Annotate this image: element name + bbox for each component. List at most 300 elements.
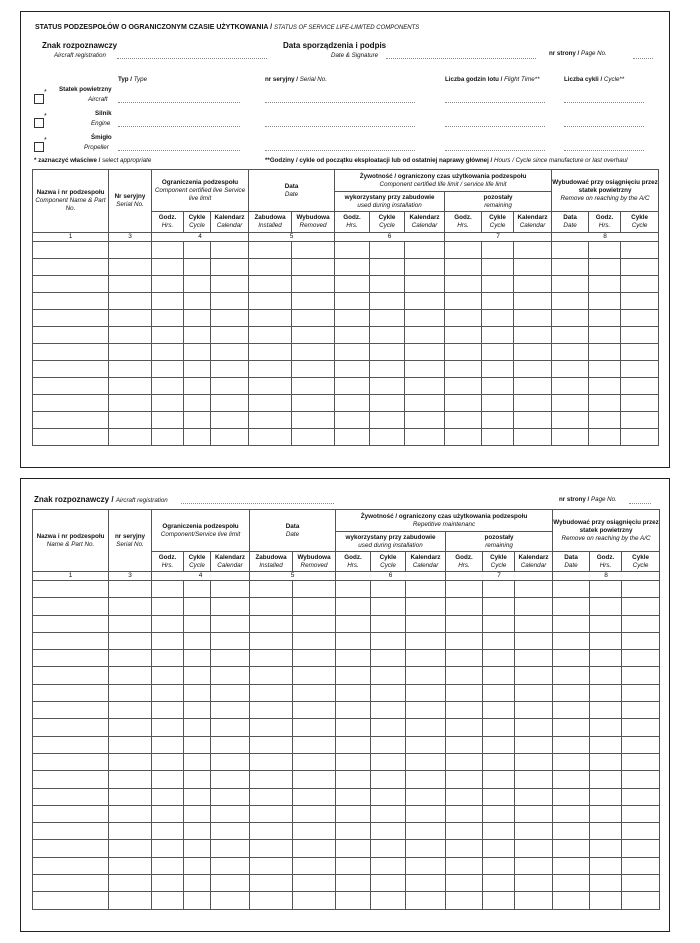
table-cell[interactable] [184,598,211,615]
table-cell[interactable] [249,344,292,361]
table-cell[interactable] [211,684,250,701]
table-cell[interactable] [622,650,660,667]
table-cell[interactable] [211,293,249,310]
table-cell[interactable] [483,788,515,805]
table-cell[interactable] [371,650,406,667]
table-cell[interactable] [109,242,152,259]
table-cell[interactable] [293,632,336,649]
table-cell[interactable] [553,805,590,822]
table-cell[interactable] [482,310,514,327]
table-cell[interactable] [553,650,590,667]
table-cell[interactable] [211,736,250,753]
table-cell[interactable] [553,667,590,684]
table-cell[interactable] [292,412,335,429]
table-cell[interactable] [336,598,371,615]
table-cell[interactable] [553,857,590,874]
table-cell[interactable] [446,702,483,719]
page-no-field-2[interactable] [629,503,651,504]
table-cell[interactable] [622,823,660,840]
table-cell[interactable] [514,361,552,378]
table-cell[interactable] [483,702,515,719]
table-cell[interactable] [335,412,370,429]
table-cell[interactable] [211,581,250,598]
table-cell[interactable] [335,361,370,378]
table-cell[interactable] [515,650,553,667]
aircraft-checkbox[interactable] [34,94,44,104]
table-cell[interactable] [33,702,109,719]
table-cell[interactable] [553,632,590,649]
table-cell[interactable] [371,857,406,874]
table-cell[interactable] [152,771,184,788]
table-cell[interactable] [445,242,482,259]
table-cell[interactable] [250,823,293,840]
table-cell[interactable] [152,823,184,840]
table-cell[interactable] [250,632,293,649]
table-cell[interactable] [249,395,292,412]
table-cell[interactable] [109,684,152,701]
table-cell[interactable] [152,788,184,805]
table-cell[interactable] [552,259,589,276]
table-cell[interactable] [446,857,483,874]
table-cell[interactable] [152,753,184,770]
table-cell[interactable] [293,875,336,892]
table-cell[interactable] [33,805,109,822]
table-cell[interactable] [293,598,336,615]
table-cell[interactable] [483,650,515,667]
table-cell[interactable] [371,823,406,840]
table-cell[interactable] [514,378,552,395]
table-cell[interactable] [184,293,211,310]
table-cell[interactable] [406,875,446,892]
table-cell[interactable] [33,667,109,684]
table-cell[interactable] [622,667,660,684]
table-cell[interactable] [211,771,250,788]
table-cell[interactable] [33,632,109,649]
table-cell[interactable] [405,310,445,327]
table-cell[interactable] [483,857,515,874]
table-cell[interactable] [370,429,405,446]
table-cell[interactable] [371,684,406,701]
table-cell[interactable] [152,412,184,429]
table-cell[interactable] [250,702,293,719]
table-cell[interactable] [33,892,109,909]
table-cell[interactable] [405,276,445,293]
table-cell[interactable] [184,276,211,293]
table-cell[interactable] [446,667,483,684]
table-cell[interactable] [249,276,292,293]
table-cell[interactable] [184,310,211,327]
table-cell[interactable] [370,310,405,327]
table-cell[interactable] [250,771,293,788]
table-cell[interactable] [152,719,184,736]
table-cell[interactable] [406,581,446,598]
table-cell[interactable] [552,327,589,344]
table-cell[interactable] [406,684,446,701]
table-cell[interactable] [590,632,622,649]
table-cell[interactable] [553,719,590,736]
table-cell[interactable] [33,650,109,667]
table-cell[interactable] [335,378,370,395]
table-cell[interactable] [293,771,336,788]
table-cell[interactable] [370,412,405,429]
table-cell[interactable] [371,788,406,805]
table-cell[interactable] [152,650,184,667]
table-cell[interactable] [406,857,446,874]
table-cell[interactable] [621,344,659,361]
table-cell[interactable] [552,276,589,293]
table-cell[interactable] [370,361,405,378]
table-cell[interactable] [292,276,335,293]
date-sign-field[interactable] [386,58,536,59]
table-cell[interactable] [446,581,483,598]
aircraft-type-field[interactable] [118,102,240,103]
table-cell[interactable] [590,805,622,822]
table-cell[interactable] [446,615,483,632]
table-cell[interactable] [33,242,109,259]
table-cell[interactable] [483,753,515,770]
table-cell[interactable] [446,805,483,822]
table-cell[interactable] [622,736,660,753]
table-cell[interactable] [553,788,590,805]
table-cell[interactable] [293,805,336,822]
table-cell[interactable] [371,615,406,632]
table-cell[interactable] [211,327,249,344]
table-cell[interactable] [33,615,109,632]
table-cell[interactable] [482,242,514,259]
table-cell[interactable] [514,327,552,344]
table-cell[interactable] [482,361,514,378]
table-cell[interactable] [184,378,211,395]
table-cell[interactable] [446,892,483,909]
table-cell[interactable] [109,344,152,361]
table-cell[interactable] [184,615,211,632]
table-cell[interactable] [152,581,184,598]
table-cell[interactable] [109,429,152,446]
table-cell[interactable] [622,771,660,788]
table-cell[interactable] [250,650,293,667]
table-cell[interactable] [553,684,590,701]
table-cell[interactable] [589,412,621,429]
table-cell[interactable] [249,327,292,344]
table-cell[interactable] [446,788,483,805]
table-cell[interactable] [445,344,482,361]
table-cell[interactable] [109,667,152,684]
table-cell[interactable] [211,823,250,840]
table-cell[interactable] [336,805,371,822]
table-cell[interactable] [553,581,590,598]
table-cell[interactable] [406,771,446,788]
table-cell[interactable] [482,412,514,429]
table-cell[interactable] [152,840,184,857]
table-cell[interactable] [590,702,622,719]
table-cell[interactable] [621,395,659,412]
table-cell[interactable] [621,327,659,344]
table-cell[interactable] [293,581,336,598]
aircraft-cycle-field[interactable] [564,102,644,103]
table-cell[interactable] [211,857,250,874]
table-cell[interactable] [622,840,660,857]
table-cell[interactable] [250,615,293,632]
table-cell[interactable] [406,788,446,805]
table-cell[interactable] [482,429,514,446]
table-cell[interactable] [589,242,621,259]
table-cell[interactable] [250,598,293,615]
table-cell[interactable] [483,892,515,909]
aircraft-serial-field[interactable] [265,102,415,103]
table-cell[interactable] [250,805,293,822]
table-cell[interactable] [514,276,552,293]
table-cell[interactable] [589,259,621,276]
table-cell[interactable] [552,361,589,378]
table-cell[interactable] [152,378,184,395]
table-cell[interactable] [446,840,483,857]
table-cell[interactable] [335,429,370,446]
table-cell[interactable] [515,702,553,719]
table-cell[interactable] [590,684,622,701]
table-cell[interactable] [622,788,660,805]
table-cell[interactable] [33,753,109,770]
table-cell[interactable] [293,788,336,805]
table-cell[interactable] [33,581,109,598]
table-cell[interactable] [152,632,184,649]
table-cell[interactable] [515,805,553,822]
table-cell[interactable] [515,840,553,857]
table-cell[interactable] [590,823,622,840]
table-cell[interactable] [552,429,589,446]
table-cell[interactable] [33,395,109,412]
table-cell[interactable] [552,293,589,310]
table-cell[interactable] [589,310,621,327]
aircraft-flight-field[interactable] [445,102,545,103]
table-cell[interactable] [446,598,483,615]
table-cell[interactable] [482,276,514,293]
table-cell[interactable] [589,429,621,446]
table-cell[interactable] [336,857,371,874]
engine-serial-field[interactable] [265,126,415,127]
table-cell[interactable] [211,598,250,615]
table-cell[interactable] [211,361,249,378]
table-cell[interactable] [292,242,335,259]
table-cell[interactable] [184,581,211,598]
table-cell[interactable] [406,805,446,822]
table-cell[interactable] [109,771,152,788]
table-cell[interactable] [621,361,659,378]
table-cell[interactable] [152,327,184,344]
table-cell[interactable] [33,598,109,615]
engine-checkbox[interactable] [34,118,44,128]
table-cell[interactable] [621,378,659,395]
table-cell[interactable] [184,412,211,429]
table-cell[interactable] [184,719,211,736]
table-cell[interactable] [483,840,515,857]
table-cell[interactable] [211,875,250,892]
table-cell[interactable] [109,736,152,753]
table-cell[interactable] [553,875,590,892]
table-cell[interactable] [184,327,211,344]
table-cell[interactable] [184,892,211,909]
table-cell[interactable] [250,736,293,753]
table-cell[interactable] [109,395,152,412]
table-cell[interactable] [184,684,211,701]
table-cell[interactable] [370,344,405,361]
table-cell[interactable] [445,276,482,293]
table-cell[interactable] [336,615,371,632]
table-cell[interactable] [446,684,483,701]
table-cell[interactable] [590,753,622,770]
table-cell[interactable] [293,857,336,874]
table-cell[interactable] [553,736,590,753]
table-cell[interactable] [335,344,370,361]
table-cell[interactable] [590,667,622,684]
table-cell[interactable] [152,242,184,259]
table-cell[interactable] [109,632,152,649]
table-cell[interactable] [184,840,211,857]
table-cell[interactable] [482,395,514,412]
table-cell[interactable] [406,702,446,719]
table-cell[interactable] [293,719,336,736]
table-cell[interactable] [184,650,211,667]
table-cell[interactable] [406,598,446,615]
table-cell[interactable] [446,719,483,736]
table-cell[interactable] [184,805,211,822]
table-cell[interactable] [589,395,621,412]
table-cell[interactable] [590,650,622,667]
table-cell[interactable] [184,395,211,412]
table-cell[interactable] [211,702,250,719]
propeller-type-field[interactable] [118,150,240,151]
table-cell[interactable] [292,429,335,446]
table-cell[interactable] [211,310,249,327]
table-cell[interactable] [109,598,152,615]
table-cell[interactable] [109,857,152,874]
table-cell[interactable] [371,581,406,598]
table-cell[interactable] [406,753,446,770]
table-cell[interactable] [152,310,184,327]
table-cell[interactable] [553,753,590,770]
table-cell[interactable] [335,327,370,344]
table-cell[interactable] [152,429,184,446]
table-cell[interactable] [552,310,589,327]
table-cell[interactable] [109,788,152,805]
table-cell[interactable] [184,667,211,684]
table-cell[interactable] [211,892,250,909]
table-cell[interactable] [33,429,109,446]
table-cell[interactable] [335,276,370,293]
table-cell[interactable] [590,581,622,598]
table-cell[interactable] [33,361,109,378]
table-cell[interactable] [109,310,152,327]
table-cell[interactable] [293,753,336,770]
table-cell[interactable] [184,857,211,874]
table-cell[interactable] [446,875,483,892]
table-cell[interactable] [211,395,249,412]
table-cell[interactable] [211,412,249,429]
table-cell[interactable] [515,857,553,874]
table-cell[interactable] [109,412,152,429]
table-cell[interactable] [371,840,406,857]
table-cell[interactable] [621,429,659,446]
table-cell[interactable] [405,327,445,344]
table-cell[interactable] [33,276,109,293]
table-cell[interactable] [250,788,293,805]
table-cell[interactable] [445,310,482,327]
table-cell[interactable] [483,875,515,892]
table-cell[interactable] [336,788,371,805]
reg-field-2[interactable] [181,503,334,504]
table-cell[interactable] [33,736,109,753]
table-cell[interactable] [211,753,250,770]
table-cell[interactable] [482,327,514,344]
table-cell[interactable] [336,840,371,857]
table-cell[interactable] [371,892,406,909]
table-cell[interactable] [109,702,152,719]
table-cell[interactable] [483,581,515,598]
table-cell[interactable] [515,667,553,684]
table-cell[interactable] [590,598,622,615]
table-cell[interactable] [211,650,250,667]
table-cell[interactable] [152,276,184,293]
table-cell[interactable] [553,840,590,857]
table-cell[interactable] [371,805,406,822]
table-cell[interactable] [33,412,109,429]
table-cell[interactable] [515,753,553,770]
table-cell[interactable] [152,875,184,892]
table-cell[interactable] [405,395,445,412]
table-cell[interactable] [405,378,445,395]
table-cell[interactable] [336,823,371,840]
table-cell[interactable] [292,361,335,378]
table-cell[interactable] [515,875,553,892]
table-cell[interactable] [553,823,590,840]
table-cell[interactable] [292,327,335,344]
table-cell[interactable] [590,771,622,788]
table-cell[interactable] [515,615,553,632]
table-cell[interactable] [336,667,371,684]
table-cell[interactable] [33,840,109,857]
table-cell[interactable] [109,823,152,840]
table-cell[interactable] [406,650,446,667]
table-cell[interactable] [336,684,371,701]
table-cell[interactable] [445,361,482,378]
table-cell[interactable] [335,395,370,412]
table-cell[interactable] [211,259,249,276]
table-cell[interactable] [152,598,184,615]
table-cell[interactable] [370,395,405,412]
table-cell[interactable] [250,719,293,736]
table-cell[interactable] [622,857,660,874]
table-cell[interactable] [406,892,446,909]
table-cell[interactable] [33,293,109,310]
table-cell[interactable] [483,632,515,649]
table-cell[interactable] [109,805,152,822]
table-cell[interactable] [622,581,660,598]
table-cell[interactable] [552,378,589,395]
table-cell[interactable] [515,632,553,649]
table-cell[interactable] [152,293,184,310]
table-cell[interactable] [109,875,152,892]
table-cell[interactable] [292,395,335,412]
table-cell[interactable] [483,598,515,615]
table-cell[interactable] [622,684,660,701]
table-cell[interactable] [483,736,515,753]
table-cell[interactable] [293,650,336,667]
table-cell[interactable] [589,276,621,293]
propeller-flight-field[interactable] [445,150,545,151]
table-cell[interactable] [336,719,371,736]
table-cell[interactable] [515,736,553,753]
table-cell[interactable] [335,259,370,276]
table-cell[interactable] [514,429,552,446]
